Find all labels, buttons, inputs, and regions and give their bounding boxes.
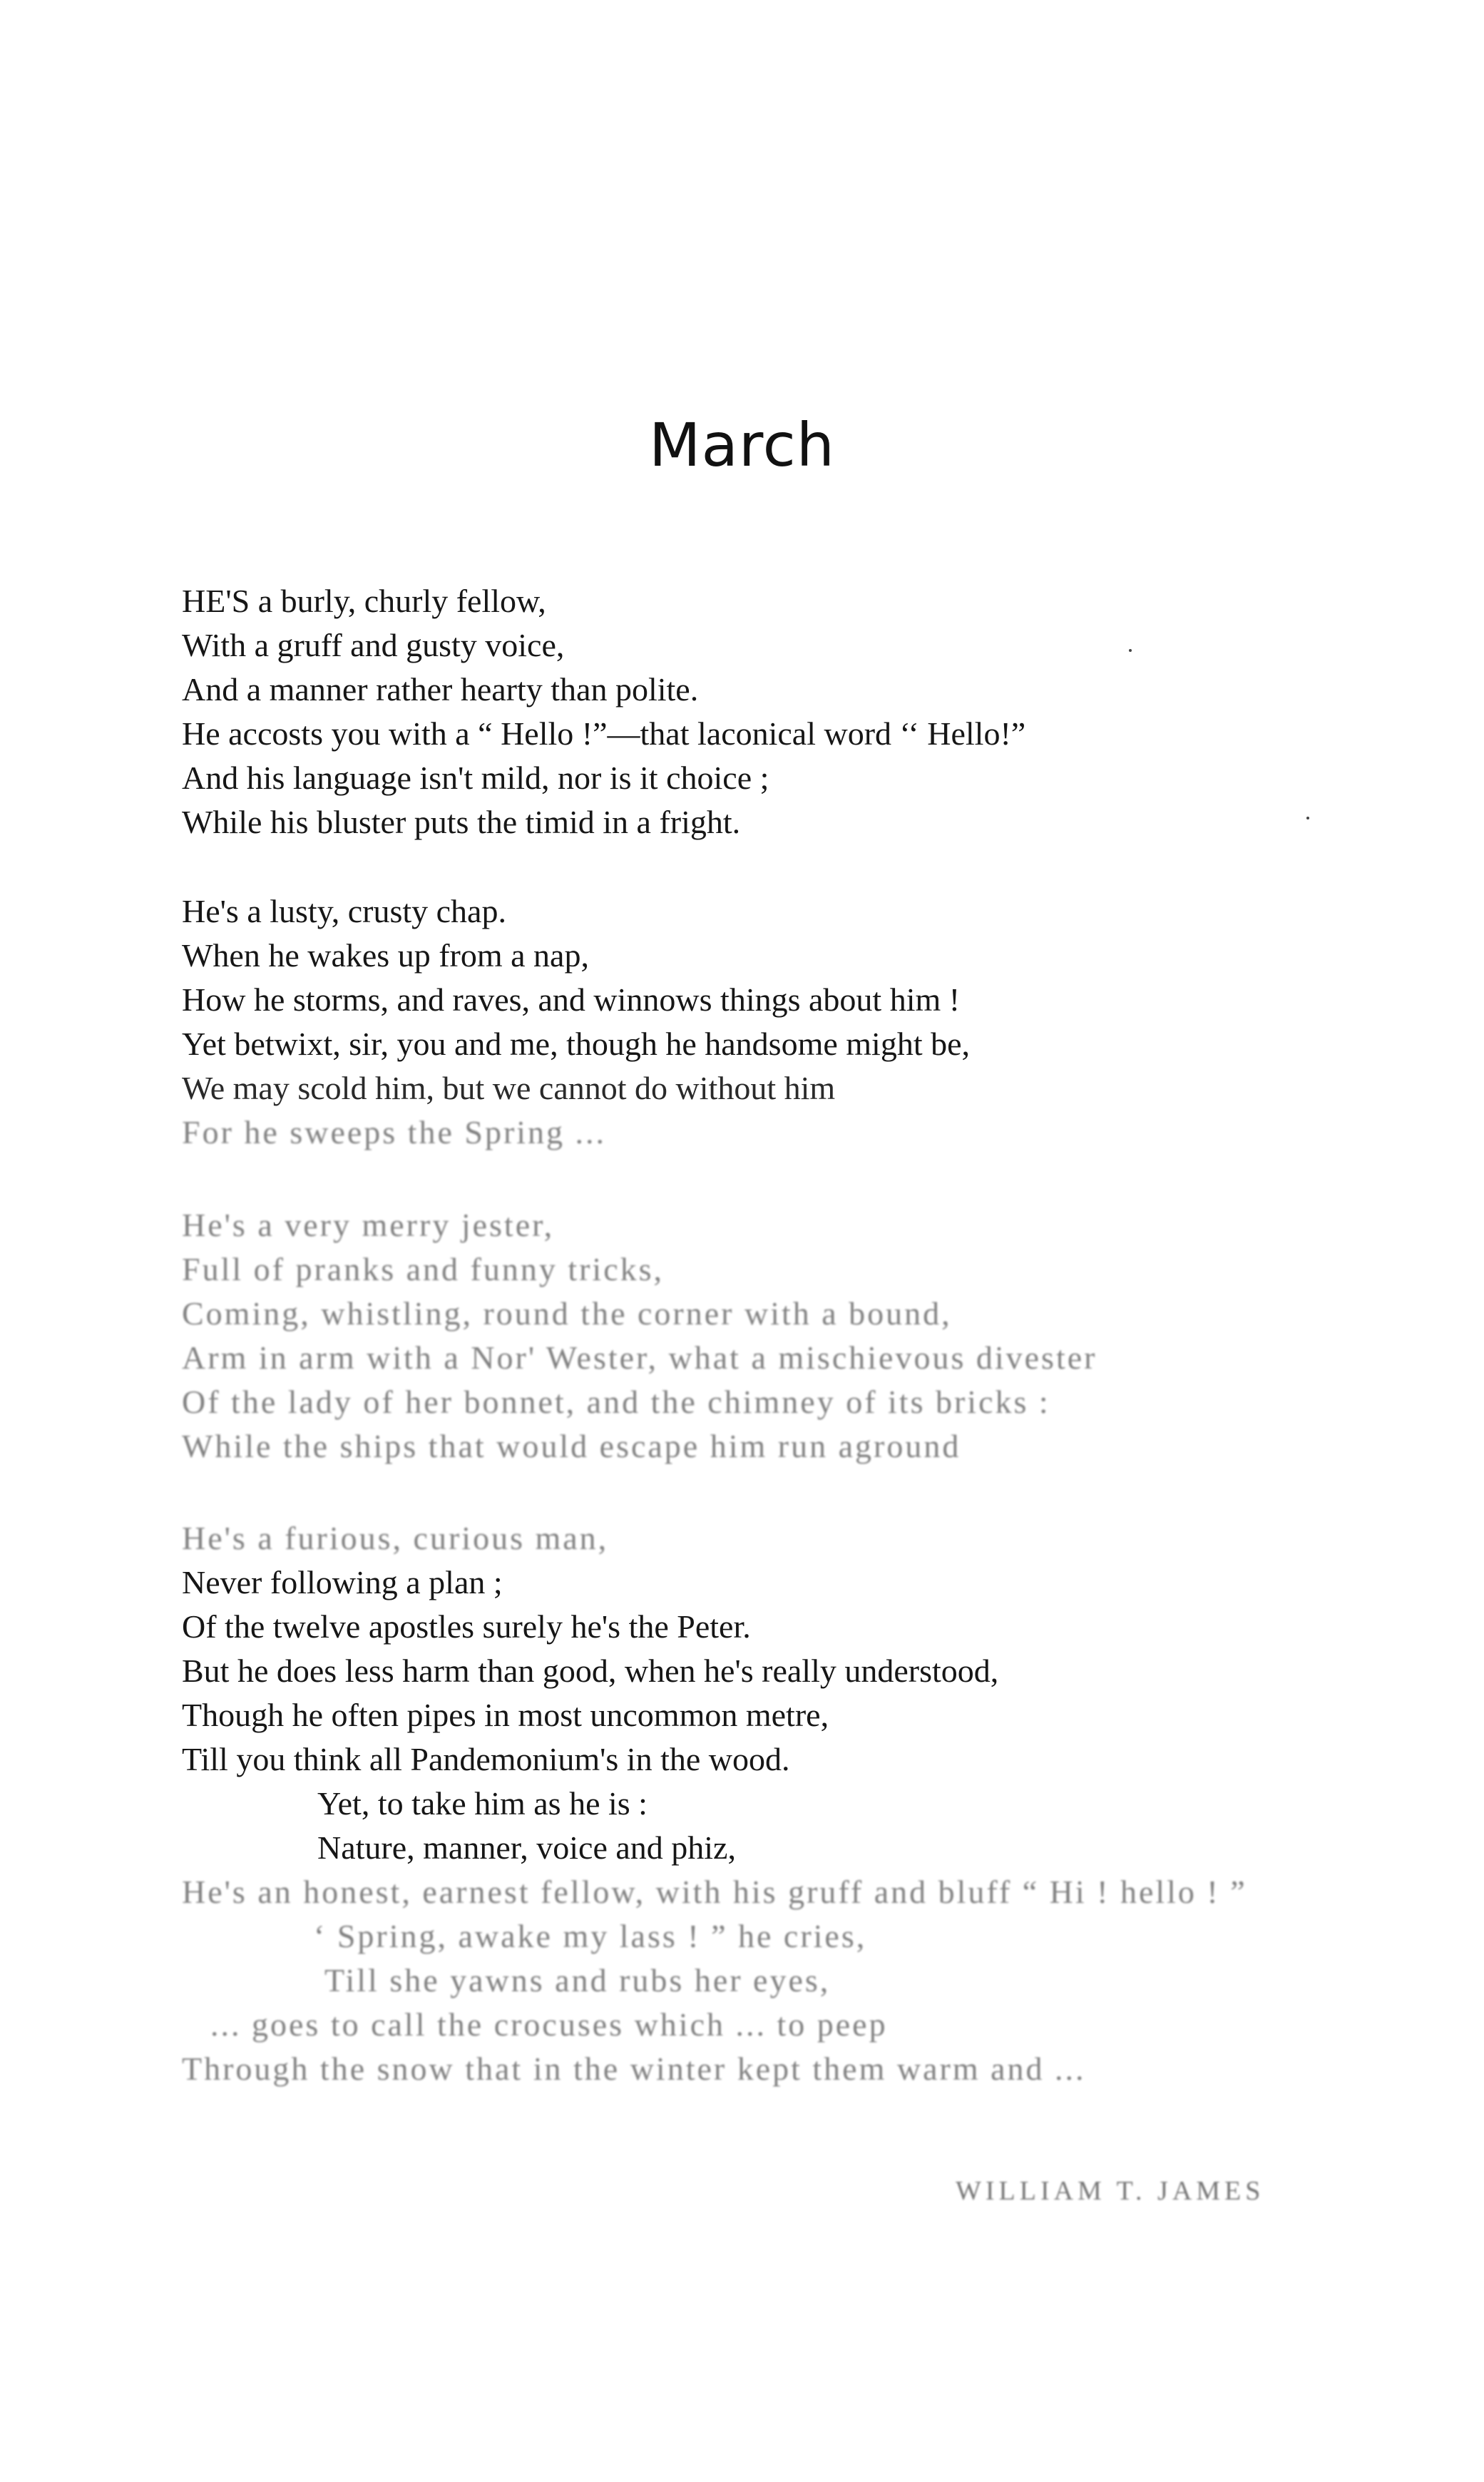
poem-line: Of the twelve apostles surely he's the Peter. (182, 1608, 751, 1645)
author-signature: WILLIAM T. JAMES (956, 2176, 1265, 2206)
poem-line: And his language isn't mild, nor is it choice ; (182, 760, 769, 796)
poem-line: Of the lady of her bonnet, and the chimney of its bricks : (182, 1384, 1050, 1420)
poem-line: He's a very merry jester, (182, 1207, 555, 1243)
poem-line: Though he often pipes in most uncommon metre, (182, 1697, 829, 1733)
poem-line: For he sweeps the Spring ... (182, 1114, 607, 1150)
poem-line: He's a lusty, crusty chap. (182, 893, 506, 929)
poem-line: He's an honest, earnest fellow, with his gruff and bluff “ Hi ! hello ! ” (182, 1874, 1247, 1910)
poem-line: While his bluster puts the timid in a fright. (182, 804, 741, 840)
poem-line: Never following a plan ; (182, 1564, 503, 1600)
poem-line: How he storms, and raves, and winnows things about him ! (182, 981, 961, 1018)
poem-line: He's a furious, curious man, (182, 1520, 609, 1556)
poem-line: He accosts you with a “ Hello !”—that laconical word ‘‘ Hello!” (182, 715, 1026, 752)
stanza-1 (182, 579, 1337, 844)
poem-line: And a manner rather hearty than polite. (182, 671, 699, 708)
poem-line-indented: ‘ Spring, awake my lass ! ” he cries, (314, 1918, 867, 1954)
stanza-4 (182, 1516, 1337, 2091)
poem-line-indented: Nature, manner, voice and phiz, (317, 1829, 736, 1866)
poem-title: March (648, 410, 836, 480)
poem-line: When he wakes up from a nap, (182, 937, 589, 974)
poem-line: Till you think all Pandemonium's in the wood. (182, 1741, 790, 1777)
poem-line: Through the snow that in the winter kept them warm and ... (182, 2051, 1086, 2087)
poem-line: While the ships that would escape him run aground (182, 1428, 961, 1464)
poem-line: ... goes to call the crocuses which ... to peep (210, 2006, 888, 2043)
poem-line: Full of pranks and funny tricks, (182, 1251, 665, 1287)
stanza-2 (182, 889, 1337, 1155)
poem-line: Arm in arm with a Nor' Wester, what a mischievous divester (182, 1339, 1097, 1376)
scan-speck (1129, 649, 1132, 652)
poem-line-indented: Till she yawns and rubs her eyes, (324, 1962, 831, 1998)
poem-line: With a gruff and gusty voice, (182, 627, 565, 663)
poem-line: But he does less harm than good, when he's really understood, (182, 1653, 999, 1689)
poem-line: Yet betwixt, sir, you and me, though he handsome might be, (182, 1026, 971, 1062)
poem-line: Coming, whistling, round the corner with a bound, (182, 1295, 952, 1332)
poem-line-indented: Yet, to take him as he is : (317, 1785, 648, 1822)
poem-line: HE'S a burly, churly fellow, (182, 583, 546, 619)
poem-line: We may scold him, but we cannot do without him (182, 1070, 836, 1106)
stanza-3 (182, 1203, 1337, 1469)
scan-speck (1306, 817, 1309, 819)
